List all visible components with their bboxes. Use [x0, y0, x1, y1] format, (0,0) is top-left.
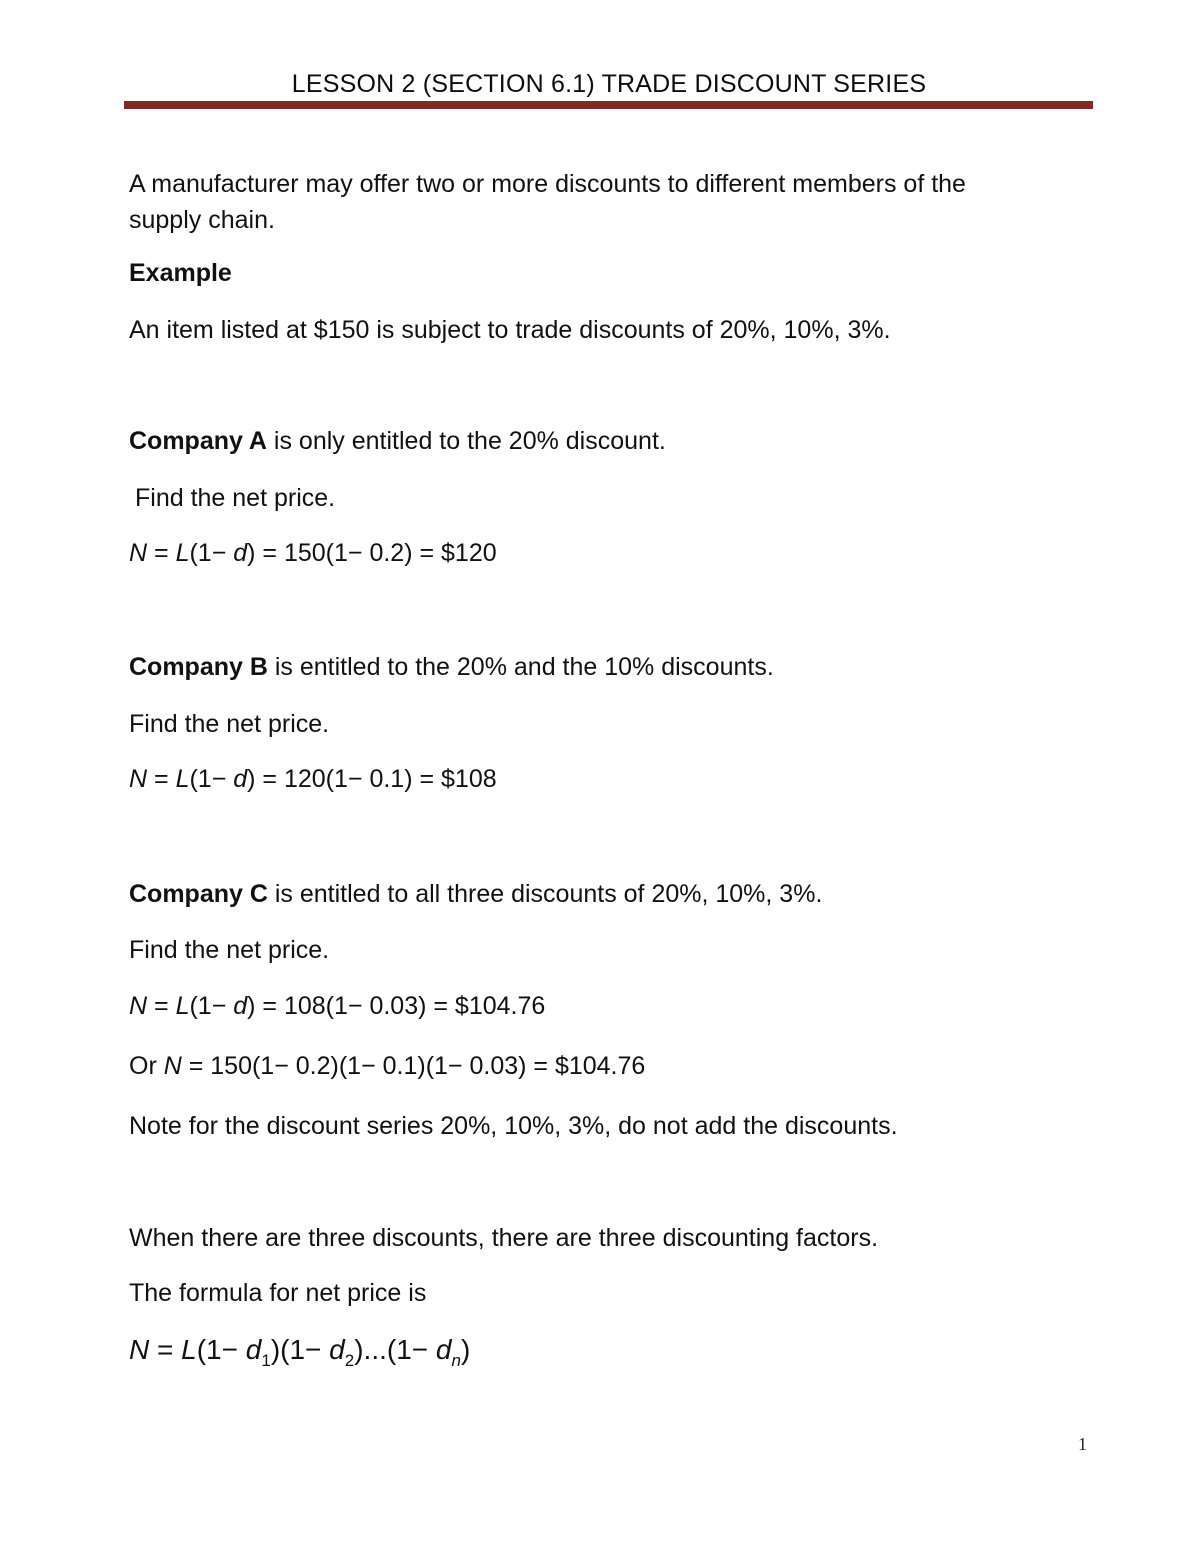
company-c-alternative-equation: Or N = 150(1− 0.2)(1− 0.1)(1− 0.03) = $104.76 — [129, 1052, 646, 1080]
company-c-find-prompt: Find the net price. — [129, 936, 330, 964]
example-heading: Example — [129, 259, 232, 287]
company-c-statement — [129, 876, 822, 912]
three-factors-text: When there are three discounts, there are three discounting factors. — [129, 1224, 879, 1252]
company-a-name: Company A — [129, 427, 267, 455]
company-c-equation: N = L(1− d) = 108(1− 0.03) = $104.76 — [129, 992, 546, 1020]
intro-line-1: A manufacturer may offer two or more discounts to different members of the — [129, 170, 966, 198]
intro-paragraph — [129, 166, 966, 238]
company-a-statement — [129, 423, 666, 459]
company-a-text: is only entitled to the 20% discount. — [266, 427, 666, 455]
net-price-general-formula: $N = L(1- d_1)(1- d_2)...(1- d_n)$ — [129, 1334, 471, 1370]
page-title: LESSON 2 (SECTION 6.1) TRADE DISCOUNT SERIES — [291, 70, 927, 98]
example-statement: An item listed at $150 is subject to trade discounts of 20%, 10%, 3%. — [129, 316, 891, 344]
note-text: Note for the discount series 20%, 10%, 3%, do not add the discounts. — [129, 1112, 898, 1140]
page-number: 1 — [1078, 1434, 1087, 1454]
company-a-find-prompt: Find the net price. — [135, 484, 336, 512]
company-b-equation-result: = 120(1− 0.1) = $108 — [255, 765, 497, 793]
or-prefix: Or — [129, 1052, 164, 1080]
company-b-equation: N = L(1− d) = 120(1− 0.1) = $108 — [129, 765, 497, 793]
company-b-find-prompt: Find the net price. — [129, 710, 330, 738]
formula-intro-text: The formula for net price is — [129, 1279, 427, 1307]
company-c-text: is entitled to all three discounts of 20%, 10%, 3%. — [267, 880, 823, 908]
company-c-equation-result: = 108(1− 0.03) = $104.76 — [255, 992, 546, 1020]
title-underline-rule — [124, 101, 1093, 109]
company-a-equation-result: = 150(1− 0.2) = $120 — [255, 539, 497, 567]
company-b-text: is entitled to the 20% and the 10% discounts. — [267, 653, 774, 681]
company-c-name: Company C — [129, 880, 268, 908]
company-b-name: Company B — [129, 653, 268, 681]
company-b-statement — [129, 649, 774, 685]
company-c-alternative-result: = 150(1− 0.2)(1− 0.1)(1− 0.03) = $104.76 — [181, 1052, 646, 1080]
intro-line-2: supply chain. — [129, 206, 275, 234]
company-a-equation: N = L(1− d) = 150(1− 0.2) = $120 — [129, 539, 497, 567]
